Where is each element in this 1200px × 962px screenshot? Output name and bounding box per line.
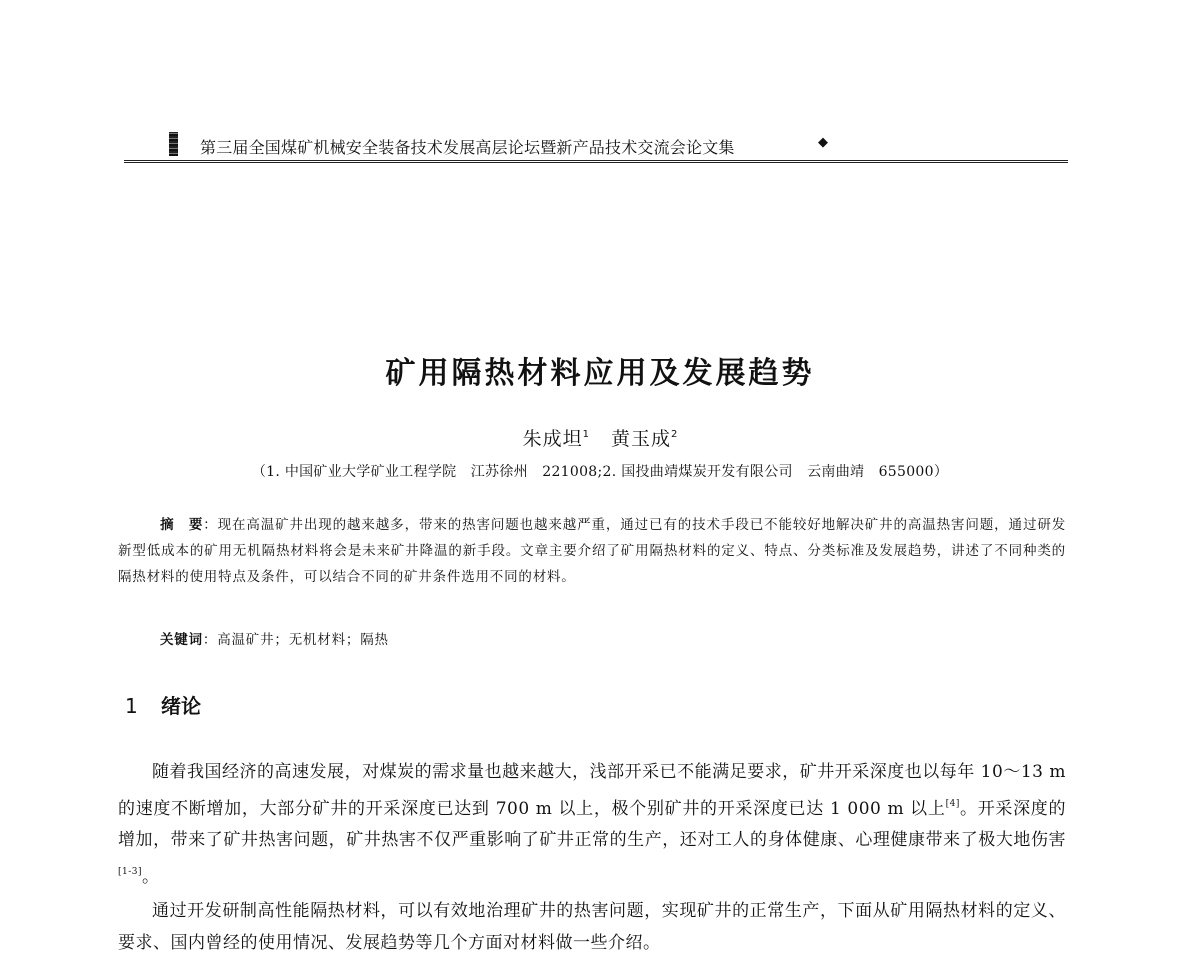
diamond-icon: ◆ — [818, 135, 828, 150]
body-text — [118, 757, 1066, 962]
paragraph-text: 。开采深度的增加，带来了矿井热害问题，矿井热害不仅严重影响了矿井正常的生产，还对工人的身体健康、心理健康带来了极大地伤害 — [118, 798, 1067, 850]
citation: [4] — [945, 798, 960, 809]
author-name: 朱成坦 — [522, 428, 583, 450]
paper-title: 矿用隔热材料应用及发展趋势 — [385, 356, 815, 391]
running-header — [124, 130, 1068, 164]
author-affil-mark: 1 — [582, 429, 589, 440]
paragraph — [118, 757, 1066, 893]
keywords-label: 关键词 — [160, 632, 203, 648]
author-name: 黄玉成 — [611, 428, 672, 450]
author-line — [0, 424, 1200, 451]
section-number: 1 — [125, 694, 138, 718]
keywords-text: ：高温矿井；无机材料；隔热 — [202, 632, 389, 648]
affiliation: （1. 中国矿业大学矿业工程学院 江苏徐州 221008;2. 国投曲靖煤炭开发有限公司 云南曲靖 655000） — [251, 464, 949, 480]
keywords — [160, 628, 389, 648]
citation: [1-3] — [118, 866, 143, 877]
paragraph-text: 。 — [142, 866, 160, 887]
section-heading — [125, 690, 201, 719]
header-rule — [124, 160, 1068, 163]
section-title: 绪论 — [161, 694, 201, 718]
running-title: 第三届全国煤矿机械安全装备技术发展高层论坛暨新产品技术交流会论文集 — [200, 138, 735, 157]
paragraph-text: 随着我国经济的高速发展，对煤炭的需求量也越来越大，浅部开采已不能满足要求，矿井开采深度也以每年 10～13 m 的速度不断增加，大部分矿井的开采深度已达到 700 m 以上，极个别矿井的开采深度已达 1 000 m 以上 — [118, 762, 1066, 819]
header-bar-mark — [169, 132, 178, 156]
abstract-label: 摘 要 — [160, 517, 204, 533]
abstract — [118, 512, 1066, 590]
abstract-text: ：现在高温矿井出现的越来越多，带来的热害问题也越来越严重，通过已有的技术手段已不能较好地解决矿井的高温热害问题，通过研发新型低成本的矿用无机隔热材料将会是未来矿井降温的新手段。文章主要介绍了矿用隔热材料的定义、特点、分类标准及发展趋势，讲述了不同种类的隔热材料的使用特点及条件，可以结合不同的矿井条件选用不同的材料。 — [118, 517, 1067, 585]
author-affil-mark: 2 — [671, 429, 678, 440]
paragraph: 通过开发研制高性能隔热材料，可以有效地治理矿井的热害问题，实现矿井的正常生产，下面从矿用隔热材料的定义、要求、国内曾经的使用情况、发展趋势等几个方面对材料做一些介绍。 — [118, 901, 1066, 953]
